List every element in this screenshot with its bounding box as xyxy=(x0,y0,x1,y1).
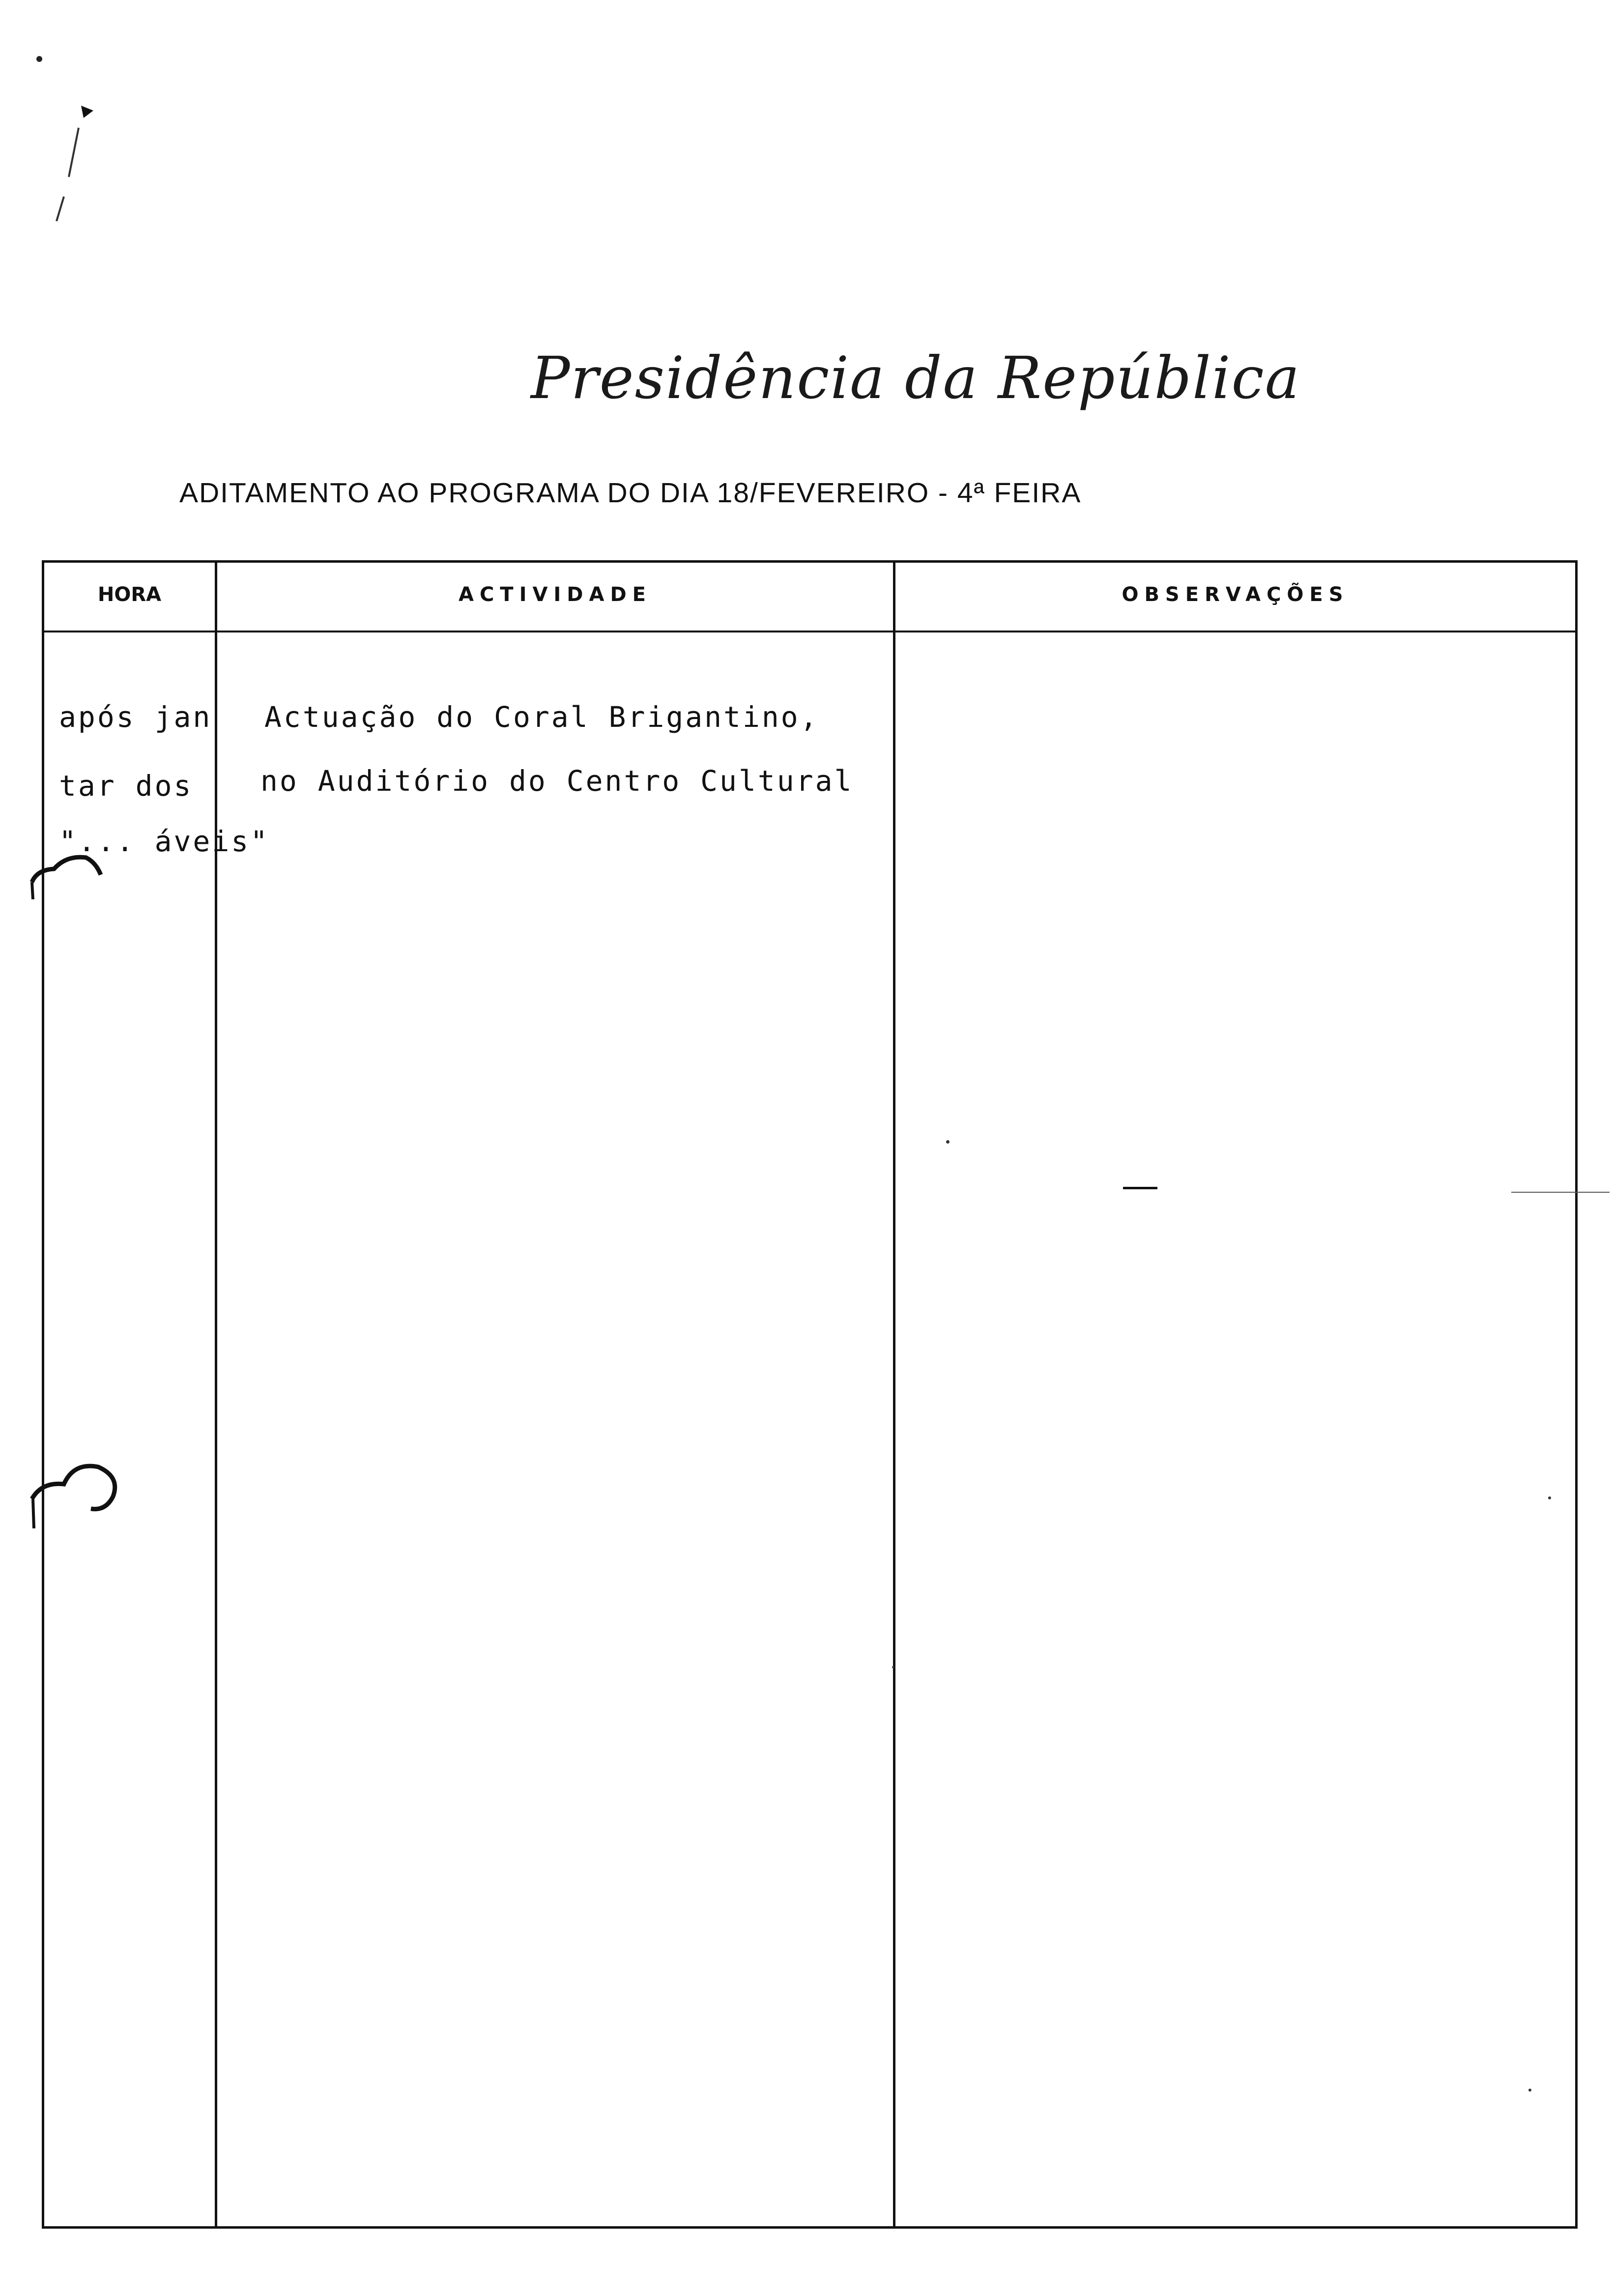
hora-line: "... áveis" xyxy=(59,825,270,858)
table-top-border xyxy=(42,560,1578,563)
actividade-line: no Auditório do Centro Cultural xyxy=(260,764,854,798)
document-title: ADITAMENTO AO PROGRAMA DO DIA 18/FEVEREIRO - 4ª FEIRA xyxy=(179,477,1082,509)
header-actividade: ACTIVIDADE xyxy=(458,583,652,606)
scan-speck xyxy=(946,1140,950,1144)
observacoes-cell xyxy=(895,632,1575,2226)
scan-speck xyxy=(1528,2089,1531,2092)
hora-line: após jan xyxy=(59,700,212,734)
header-hora: HORA xyxy=(97,583,162,606)
header-observacoes: OBSERVAÇÕES xyxy=(1122,583,1349,606)
binder-hole-mark xyxy=(27,835,125,899)
scan-speck xyxy=(1548,1496,1551,1499)
actividade-line: Actuação do Coral Brigantino, xyxy=(264,700,819,734)
binder-hole-mark xyxy=(27,1455,135,1533)
scan-dash xyxy=(1511,1192,1610,1193)
scan-speck xyxy=(892,1666,894,1668)
table-left-border xyxy=(42,560,44,2229)
hora-line: tar dos xyxy=(59,769,193,803)
corner-mark xyxy=(29,49,98,226)
table-bottom-border xyxy=(42,2226,1578,2229)
scan-dash xyxy=(1123,1187,1157,1189)
column-divider-hora xyxy=(215,560,217,2229)
table-right-border xyxy=(1575,560,1578,2229)
letterhead: Presidência da República xyxy=(531,344,1301,412)
